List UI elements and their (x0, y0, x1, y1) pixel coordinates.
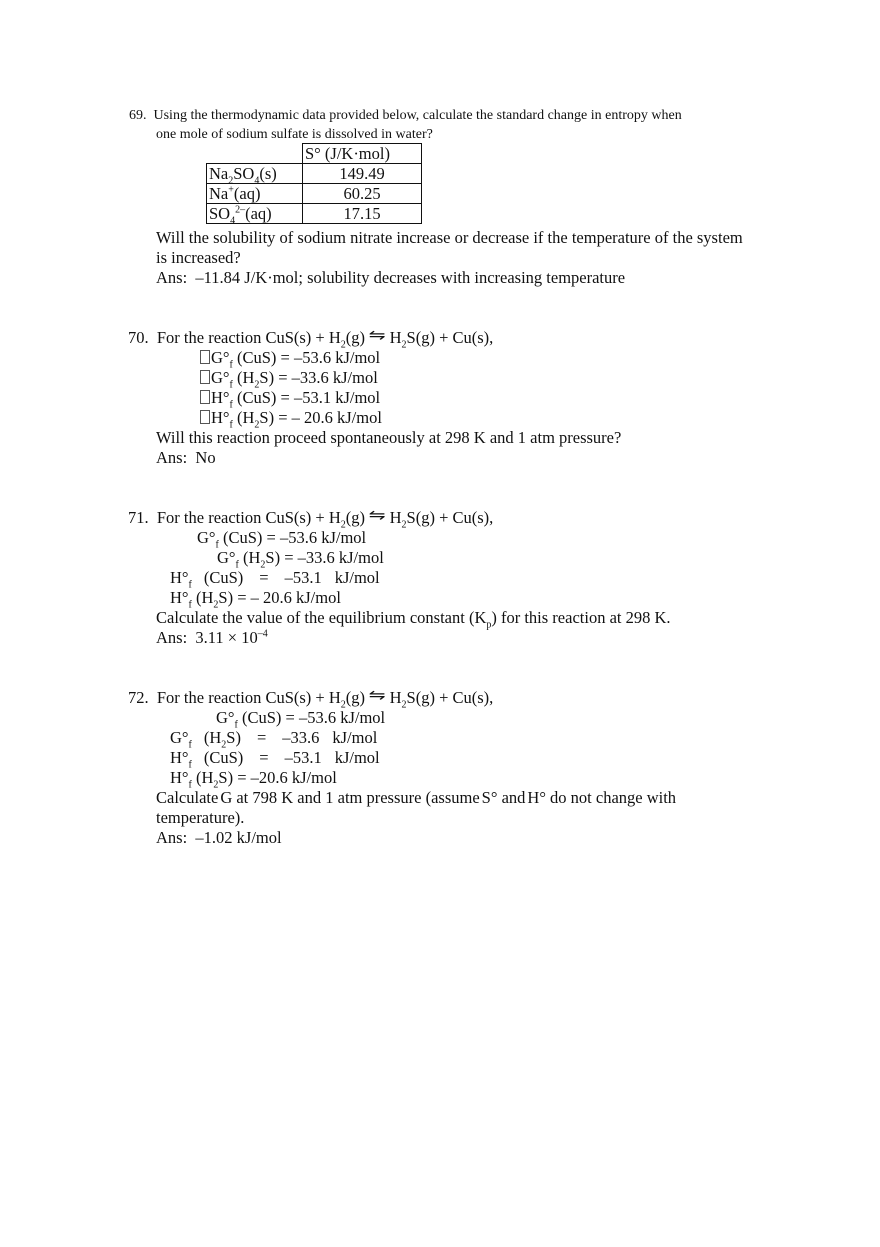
q72-data-line: $H^\circ_f$ (CuS) = –53.1 kJ/mol (170, 748, 380, 771)
equilibrium-arrow-icon: ⇋ (368, 326, 386, 344)
q72-reaction: 72. For the reaction $CuS(s) + H_2(g)$ ⇋ $H_2S(g) + Cu(s)$, (128, 686, 494, 711)
q69-line3: Will the solubility of sodium nitrate increase or decrease if the temperature of the system (156, 228, 743, 247)
question-number: 69. (129, 108, 147, 123)
q70-data-line: $G^\circ_f$ (CuS) = –53.6 kJ/mol (200, 348, 380, 368)
table-header-entropy: S° (J/K·mol) (303, 144, 422, 164)
table-row (207, 164, 422, 184)
q72-data-line: $H^\circ_f$ $(H_2S) = -20.6$ kJ/mol (170, 768, 337, 791)
missing-glyph-icon (200, 350, 210, 364)
q71-data-line: $G^\circ_f$ (CuS) = –53.6 kJ/mol (197, 528, 367, 551)
q69-line1 (129, 106, 682, 126)
q70-data-line: $H^\circ_f$ $(H_2S)$ = – 20.6 kJ/mol (200, 408, 382, 428)
q71-question: Calculate the value of the equilibrium constant $(K_p)$ for this reaction at 298 K. (156, 608, 671, 631)
q70-answer: Ans: No (156, 448, 216, 467)
question-number: 72. (128, 688, 149, 707)
table-header-blank (207, 144, 303, 164)
value-cell: 60.25 (303, 184, 422, 204)
q71-data-line: $G^\circ_f$ $(H_2S) = -33.6$ kJ/mol (217, 548, 384, 571)
q72-data-line: $G^\circ_f$ (CuS) = –53.6 kJ/mol (216, 708, 386, 731)
question-number: 70. (128, 328, 149, 347)
value-cell: 17.15 (303, 204, 422, 224)
entropy-data-table (206, 143, 422, 224)
equilibrium-arrow-icon: ⇋ (368, 506, 386, 524)
q70-data-line: $G^\circ_f$ $(H_2S) = -33.6$ kJ/mol (200, 368, 378, 388)
q72-question: Calculate G at 798 K and 1 atm pressure (assume S° and H° do not change with (156, 788, 677, 807)
q69-answer: Ans: –11.84 J/K·mol; solubility decreases with increasing temperature (156, 268, 626, 287)
missing-glyph-icon (200, 390, 210, 404)
q72-answer: Ans: –1.02 kJ/mol (156, 828, 282, 847)
q70-data-line: $H^\circ_f$ (CuS) = –53.1 kJ/mol (200, 388, 380, 408)
equilibrium-arrow-icon: ⇋ (368, 686, 386, 704)
q70-reaction: 70. For the reaction $CuS(s) + H_2(g)$ ⇋ $H_2S(g) + Cu(s)$, (128, 326, 494, 351)
q70-question: Will this reaction proceed spontaneously at 298 K and 1 atm pressure? (156, 428, 622, 447)
q71-data-line: $H^\circ_f$ $(H_2S)$ = – 20.6 kJ/mol (170, 588, 341, 611)
species-cell: $SO_4^{2-}(aq)$ (207, 204, 303, 224)
table-row (207, 204, 422, 224)
q72-question-cont: temperature). (156, 808, 245, 827)
q72-data-line: $G^\circ_f$ $(H_2S) = -33.6$ kJ/mol (170, 728, 378, 751)
table-header-row (207, 144, 422, 164)
q69-line2: one mole of sodium sulfate is dissolved in water? (156, 127, 433, 142)
species-cell: $Na_2SO_4(s)$ (207, 164, 303, 184)
q69-line4: is increased? (156, 248, 241, 267)
table-row (207, 184, 422, 204)
value-cell: 149.49 (303, 164, 422, 184)
species-cell: Na+(aq) (207, 184, 303, 204)
question-number: 71. (128, 508, 149, 527)
question-text: Using the thermodynamic data provided below, calculate the standard change in entropy when (153, 108, 682, 123)
missing-glyph-icon (200, 370, 210, 384)
q71-reaction: 71. For the reaction $CuS(s) + H_2(g)$ ⇋ $H_2S(g) + Cu(s)$, (128, 506, 494, 531)
q71-answer: Ans: $3.11 \times 10^{-4}$ (156, 628, 268, 647)
missing-glyph-icon (200, 410, 210, 424)
q71-data-line: $H^\circ_f$ (CuS) = –53.1 kJ/mol (170, 568, 380, 591)
